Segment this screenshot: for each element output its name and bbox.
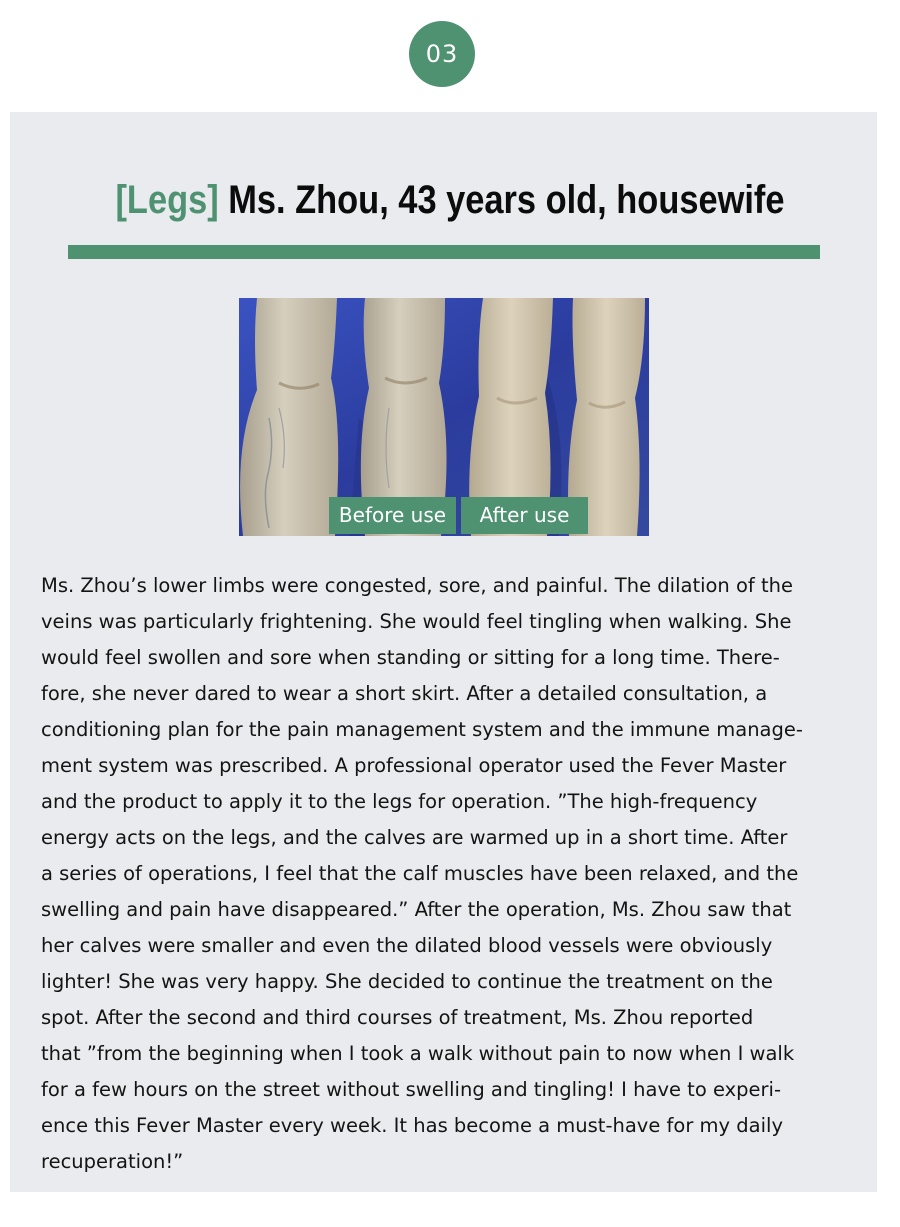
story-line: Ms. Zhou’s lower limbs were congested, sore, and painful. The dilation of the — [41, 574, 793, 597]
step-number-badge: 03 — [409, 21, 475, 87]
story-line: recuperation!” — [41, 1150, 184, 1173]
client-description: Ms. Zhou, 43 years old, housewife — [228, 178, 785, 222]
body-area-tag: [Legs] — [115, 178, 219, 222]
story-line: swelling and pain have disappeared.” After the operation, Ms. Zhou saw that — [41, 898, 792, 921]
title-divider — [68, 245, 820, 259]
story-line: veins was particularly frightening. She would feel tingling when walking. She — [41, 610, 792, 633]
story-line: would feel swollen and sore when standing or sitting for a long time. There- — [41, 646, 780, 669]
story-line: ment system was prescribed. A professional operator used the Fever Master — [41, 754, 787, 777]
story-line: her calves were smaller and even the dilated blood vessels were obviously — [41, 934, 773, 957]
story-line: and the product to apply it to the legs for operation. ”The high-frequency — [41, 790, 758, 813]
story-line: ence this Fever Master every week. It has become a must-have for my daily — [41, 1114, 783, 1137]
testimonial-text — [41, 568, 871, 1180]
story-line: energy acts on the legs, and the calves are warmed up in a short time. After — [41, 826, 788, 849]
story-line: lighter! She was very happy. She decided to continue the treatment on the — [41, 970, 773, 993]
story-line: that ”from the beginning when I took a walk without pain to now when I walk — [41, 1042, 795, 1065]
before-use-label: Before use — [329, 497, 456, 534]
testimonial-title — [63, 174, 837, 226]
story-line: fore, she never dared to wear a short skirt. After a detailed consultation, a — [41, 682, 768, 705]
story-line: a series of operations, I feel that the calf muscles have been relaxed, and the — [41, 862, 799, 885]
after-use-label: After use — [461, 497, 588, 534]
story-line: for a few hours on the street without swelling and tingling! I have to experi- — [41, 1078, 781, 1101]
story-line: spot. After the second and third courses of treatment, Ms. Zhou reported — [41, 1006, 754, 1029]
story-line: conditioning plan for the pain management system and the immune manage- — [41, 718, 803, 741]
